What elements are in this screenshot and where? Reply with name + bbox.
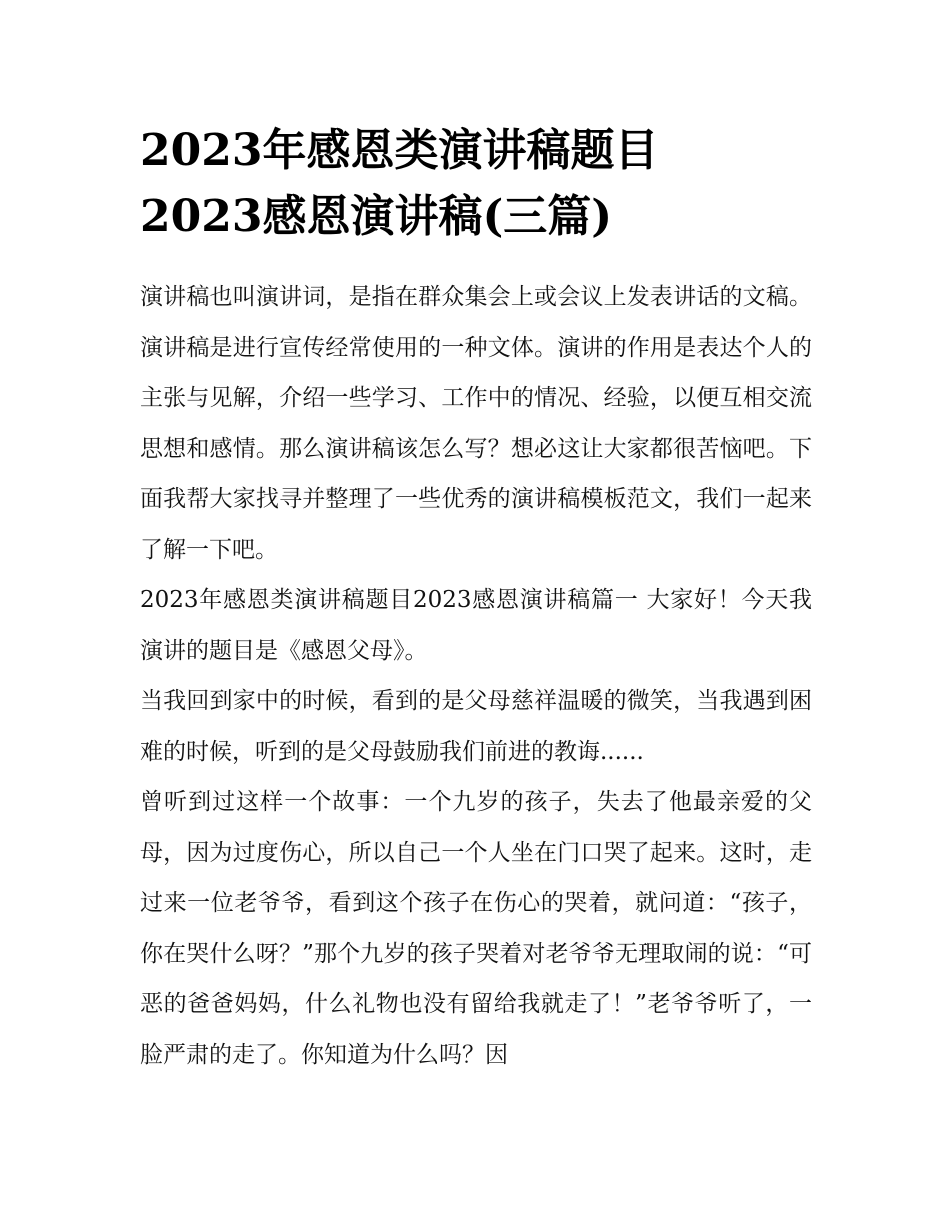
document-page	[140, 118, 812, 1080]
speech-opening-paragraph: 2023年感恩类演讲稿题目2023感恩演讲稿篇一 大家好！今天我演讲的题目是《感恩父母》。	[140, 587, 812, 664]
document-title	[140, 118, 812, 250]
intro-paragraph: 演讲稿也叫演讲词，是指在群众集会上或会议上发表讲话的文稿。演讲稿是进行宣传经常使用的一种文体。演讲的作用是表达个人的主张与见解，介绍一些学习、工作中的情况、经验，以便互相交流思想和感情。那么演讲稿该怎么写？想必这让大家都很苦恼吧。下面我帮大家找寻并整理了一些优秀的演讲稿模板范文，我们一起来了解一下吧。	[140, 284, 812, 563]
home-paragraph: 当我回到家中的时候，看到的是父母慈祥温暖的微笑，当我遇到困难的时候，听到的是父母鼓励我们前进的教诲......	[140, 688, 812, 765]
title-line-1: 2023年感恩类演讲稿题目	[140, 125, 659, 176]
title-line-2: 2023感恩演讲稿(三篇)	[140, 191, 613, 242]
story-paragraph: 曾听到过这样一个故事：一个九岁的孩子，失去了他最亲爱的父母，因为过度伤心，所以自己一个人坐在门口哭了起来。这时，走过来一位老爷爷，看到这个孩子在伤心的哭着，就问道：“孩子，你在哭什么呀？”那个九岁的孩子哭着对老爷爷无理取闹的说：“可恶的爸爸妈妈，什么礼物也没有留给我就走了！”老爷爷听了，一脸严肃的走了。你知道为什么吗？因	[140, 789, 812, 1068]
